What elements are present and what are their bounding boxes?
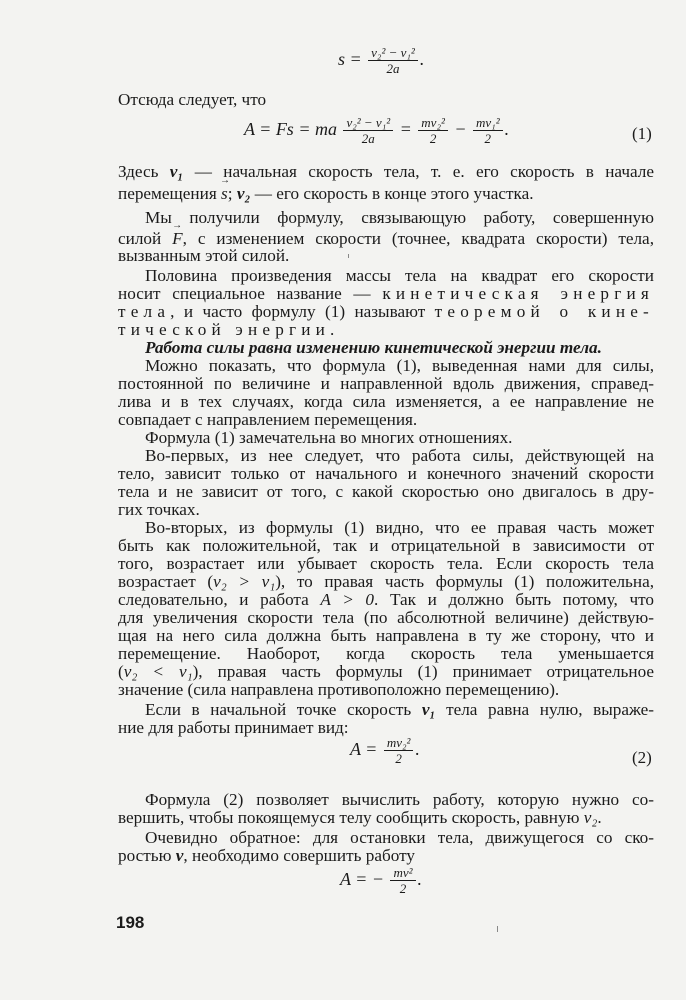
fraction-denominator: 2 (399, 881, 407, 896)
fraction-denominator: 2 (484, 131, 492, 146)
formula-2 (350, 736, 420, 766)
text-line: Половина произведения массы тела на квадрат его скорости (145, 266, 654, 285)
text-span: тела равна нулю, выраже- (435, 700, 654, 719)
math-var: v₂ (583, 808, 598, 827)
print-speck (348, 254, 349, 258)
math-var: v₁ (169, 162, 184, 181)
fraction (343, 116, 393, 146)
fraction-denominator: 2 (429, 131, 437, 146)
formula-3 (340, 866, 422, 896)
text-span: перемещения (118, 184, 222, 203)
fraction (473, 116, 503, 146)
text-line: щая на него сила должна быть направлена в ту же сторону, что и (118, 626, 654, 645)
text-span: носит специальное название — (118, 284, 383, 303)
text-span: , и часто формулу (1) называют (170, 302, 435, 321)
formula-lhs: A = (350, 739, 378, 760)
text-line: Можно показать, что формула (1), выведенная нами для силы, (145, 356, 654, 375)
page-number: 198 (116, 913, 145, 932)
fraction-denominator: 2 (395, 751, 402, 766)
fraction (384, 736, 414, 766)
vector-s: → s (221, 184, 228, 204)
text-span: — его скорость в конце этого участка. (250, 184, 534, 203)
text-line: Очевидно обратное: для остановки тела, движущегося со ско- (145, 828, 654, 847)
text-span: Здесь (118, 162, 170, 181)
equation-number: (2) (632, 748, 652, 767)
text-span: вершить, чтобы покоящемуся телу сообщить скорость, равную (118, 808, 584, 827)
text-line: значение (сила направлена противоположно перемещению). (118, 680, 560, 699)
text-line (145, 700, 654, 720)
print-speck (497, 926, 498, 932)
fraction-numerator: mv² (390, 866, 415, 881)
text-line (118, 846, 654, 866)
math-inline: v₂ < v₁ (123, 662, 193, 681)
text-line: для увеличения скорости тела (по абсолютной величине) действую- (118, 608, 654, 627)
fraction-numerator: v₂² − v₁² (368, 46, 418, 61)
formula-tail: . (504, 119, 510, 140)
text-line: ние для работы принимает вид: (118, 718, 349, 737)
text-span: . Так и должно быть потому, что (374, 590, 654, 609)
fraction-denominator: 2a (386, 61, 400, 76)
text-line: Во-первых, из нее следует, что работа силы, действующей на (145, 446, 654, 465)
text-span: возрастает ( (118, 572, 214, 591)
text-span: следовательно, и работа (118, 590, 321, 609)
text-line: лива и в тех случаях, когда сила изменяется, а ее направление не (118, 392, 654, 411)
formula-tail: . (419, 49, 425, 70)
text-line: гих точках. (118, 500, 200, 519)
spaced-term: теоремой о кине- (434, 302, 654, 321)
fraction-numerator: mv₂² (418, 116, 448, 131)
text-line: того, возрастает или убывает скорость тела. Если скорость тела (118, 554, 654, 573)
formula-lhs: A = − (340, 869, 384, 890)
spaced-term: кинетическая энергия (382, 284, 654, 303)
text-line (118, 590, 654, 610)
text-line (118, 284, 654, 304)
formula-part: A = Fs = ma (244, 119, 337, 140)
text-line (118, 302, 654, 322)
text-line: постоянной по величине и направленной вдоль движения, справед- (118, 374, 654, 393)
text-line: тела и не зависит от того, с какой скоростью оно двигалось в дру- (118, 482, 654, 501)
text-line: Во-вторых, из формулы (1) видно, что ее правая часть может (145, 518, 654, 537)
text-span: ; (227, 184, 237, 203)
text-line (118, 662, 654, 682)
text-line: тической энергии. (118, 320, 340, 339)
text-span: — начальная скорость тела, т. е. его скорость в начале (183, 162, 654, 181)
math-var: v₂ (236, 184, 251, 203)
text-line: тело, зависит только от начального и конечного значений скорости (118, 464, 654, 483)
vector-F: → F (172, 229, 183, 249)
text-span: . (597, 808, 602, 827)
equation-number: (1) (632, 124, 652, 143)
text-line (118, 808, 654, 828)
spaced-term: тела (118, 302, 171, 321)
fraction (390, 866, 415, 896)
formula-tail: . (417, 869, 423, 890)
text-line: Отсюда следует, что (118, 90, 267, 109)
text-span: ), то правая часть формулы (1) положительна, (275, 572, 655, 591)
text-line (118, 572, 654, 592)
formula-minus: − (454, 119, 467, 140)
math-inline: A > 0 (320, 590, 375, 609)
fraction-numerator: mv₂² (384, 736, 414, 751)
formula-tail: . (415, 739, 420, 760)
text-line (118, 184, 654, 204)
text-line: совпадает с направлением перемещения. (118, 410, 418, 429)
fraction (368, 46, 418, 76)
formula-lhs: s = (338, 49, 362, 70)
text-span: , необходимо совершить работу (183, 846, 415, 865)
formula-equals: = (399, 119, 412, 140)
text-span: силой (118, 229, 173, 248)
text-line: Мы получили формулу, связывающую работу, совершенную (145, 208, 654, 227)
fraction-numerator: v₂² − v₁² (343, 116, 393, 131)
formula-1 (244, 116, 509, 146)
theorem-statement: Работа силы равна изменению кинетической энергии тела. (145, 338, 602, 357)
math-var: v (175, 846, 184, 865)
text-span: ( (118, 662, 124, 681)
text-span: ростью (118, 846, 176, 865)
text-line: Формула (1) замечательна во многих отношениях. (145, 428, 513, 447)
text-span: , с изменением скорости (точнее, квадрата скорости) тела, (182, 229, 654, 248)
formula-displacement (338, 46, 424, 76)
text-line: быть как положительной, так и отрицательной в зависимости от (118, 536, 654, 555)
fraction-numerator: mv₁² (473, 116, 503, 131)
text-line: Формула (2) позволяет вычислить работу, которую нужно со- (145, 790, 654, 809)
text-line (118, 162, 654, 182)
text-line: перемещение. Наоборот, когда скорость тела уменьшается (118, 644, 654, 663)
fraction (418, 116, 448, 146)
text-line: вызванным этой силой. (118, 246, 290, 265)
math-var: v₁ (421, 700, 436, 719)
text-span: ), правая часть формулы (1) принимает отрицательное (192, 662, 655, 681)
text-span: Если в начальной точке скорость (145, 700, 422, 719)
math-inline: v₂ > v₁ (213, 572, 276, 591)
fraction-denominator: 2a (361, 131, 375, 146)
